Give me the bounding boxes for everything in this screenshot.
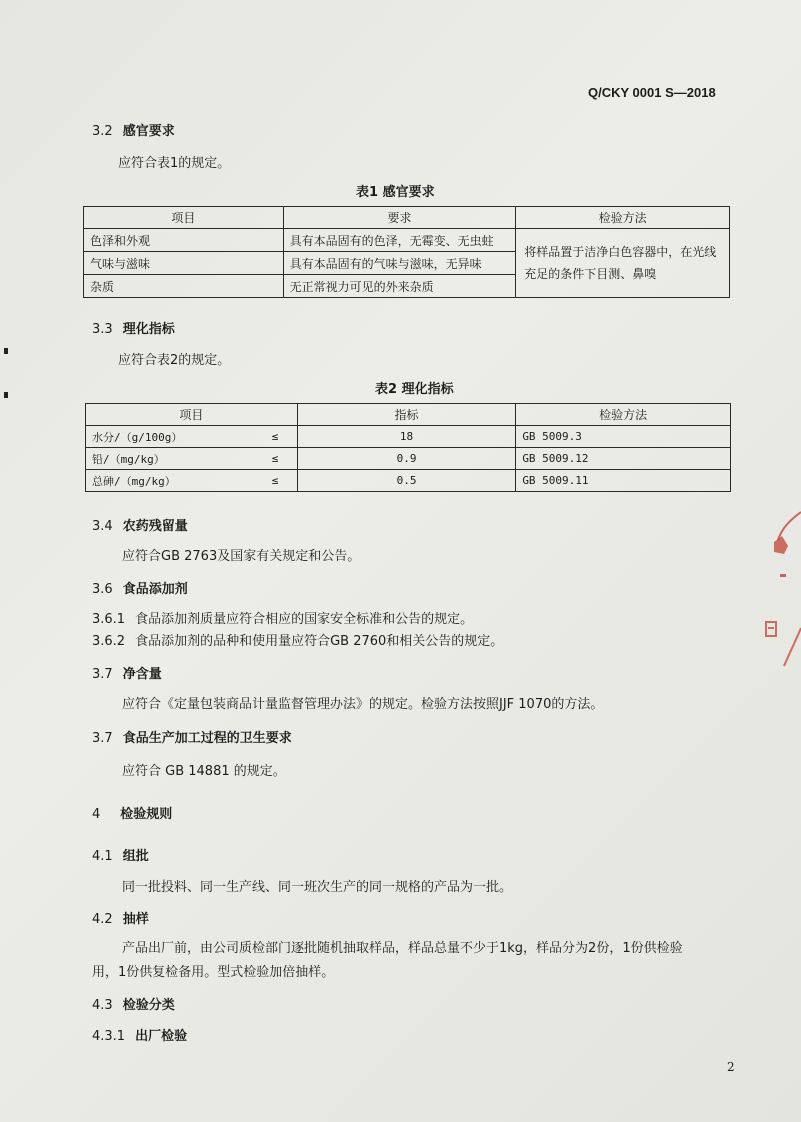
table-cell-operator: ≤: [253, 426, 297, 448]
table-header-row: [84, 207, 730, 229]
paragraph: 同一批投料、同一生产线、同一班次生产的同一规格的产品为一批。: [122, 880, 513, 895]
table-row: [86, 426, 731, 448]
section-heading-4-2: [92, 908, 149, 927]
table-cell-operator: ≤: [253, 448, 297, 470]
section-title: 抽样: [122, 912, 149, 927]
section-title: 食品添加剂: [122, 582, 188, 597]
section-number: 3.6: [92, 582, 113, 597]
section-heading-4-1: [92, 845, 149, 864]
section-heading-4-3: [92, 994, 175, 1013]
section-heading-4-3-1: [92, 1025, 187, 1044]
table-cell: 18: [297, 426, 516, 448]
table-row: [86, 470, 731, 492]
section-heading-3-7-hygiene: [92, 727, 292, 746]
column-header: 要求: [283, 207, 516, 229]
section-number: 3.2: [92, 124, 113, 139]
section-number: 4.3.1: [92, 1029, 126, 1044]
clause-number: 3.6.2: [92, 634, 126, 649]
table1: [83, 206, 730, 298]
page-number: 2: [727, 1060, 735, 1074]
margin-mark: [4, 392, 8, 398]
clause-3-6-1: [92, 608, 473, 627]
section-number: 4: [92, 807, 101, 822]
clause-3-6-2: [92, 630, 503, 649]
section-heading-4: [92, 803, 172, 822]
section-number: 3.4: [92, 519, 113, 534]
section-heading-3-6: [92, 578, 188, 597]
table-header-row: [86, 404, 731, 426]
section-title: 食品生产加工过程的卫生要求: [122, 731, 292, 746]
table-cell: 杂质: [84, 275, 284, 298]
section-number: 3.3: [92, 322, 113, 337]
table2-caption: 表2 理化指标: [375, 382, 454, 397]
table1-caption: 表1 感官要求: [356, 185, 435, 200]
section-title: 检验规则: [120, 807, 173, 822]
section-title: 组批: [122, 849, 149, 864]
document-code: Q/CKY 0001 S—2018: [588, 85, 716, 100]
section-title: 理化指标: [122, 322, 175, 337]
table-cell: 水分/（g/100g）: [86, 426, 254, 448]
paragraph-line: 用，1份供复检备用。型式检验加倍抽样。: [92, 965, 335, 980]
section-title: 感官要求: [122, 124, 175, 139]
section-heading-3-3: [92, 318, 175, 337]
section-number: 3.7: [92, 667, 113, 682]
table-cell: GB 5009.11: [516, 470, 731, 492]
column-header: 指标: [297, 404, 516, 426]
section-number: 4.3: [92, 998, 113, 1013]
table-cell: 0.5: [297, 470, 516, 492]
column-header: 检验方法: [516, 207, 730, 229]
section-title: 出厂检验: [135, 1029, 188, 1044]
clause-number: 3.6.1: [92, 612, 126, 627]
clause-text: 食品添加剂质量应符合相应的国家安全标准和公告的规定。: [135, 612, 474, 627]
paragraph: 应符合 GB 14881 的规定。: [122, 764, 286, 779]
paragraph: 应符合表2的规定。: [118, 353, 231, 368]
section-title: 农药残留量: [122, 519, 188, 534]
table-cell: GB 5009.3: [516, 426, 731, 448]
table-cell-operator: ≤: [253, 470, 297, 492]
table-cell: 铅/（mg/kg）: [86, 448, 254, 470]
section-number: 4.2: [92, 912, 113, 927]
paragraph-line: 产品出厂前，由公司质检部门逐批随机抽取样品，样品总量不少于1kg，样品分为2份，1份供检验: [122, 941, 683, 956]
table-cell: 总砷/（mg/kg）: [86, 470, 254, 492]
table-cell: 具有本品固有的色泽，无霉变、无虫蛀: [283, 229, 516, 252]
table-cell: GB 5009.12: [516, 448, 731, 470]
section-heading-3-4: [92, 515, 188, 534]
column-header: 项目: [86, 404, 298, 426]
column-header: 项目: [84, 207, 284, 229]
table-cell: 无正常视力可见的外来杂质: [283, 275, 516, 298]
section-heading-3-7-net-content: [92, 663, 162, 682]
paragraph: 应符合《定量包装商品计量监督管理办法》的规定。检验方法按照JJF 1070的方法。: [122, 697, 604, 712]
table-cell: 气味与滋味: [84, 252, 284, 275]
clause-text: 食品添加剂的品种和使用量应符合GB 2760和相关公告的规定。: [135, 634, 504, 649]
table-cell-method: 将样品置于洁净白色容器中，在光线充足的条件下目测、鼻嗅: [516, 229, 730, 298]
paragraph: 应符合表1的规定。: [118, 156, 231, 171]
column-header: 检验方法: [516, 404, 731, 426]
paragraph: 应符合GB 2763及国家有关规定和公告。: [122, 549, 361, 564]
table-row: [86, 448, 731, 470]
section-number: 3.7: [92, 731, 113, 746]
margin-mark: [4, 348, 8, 354]
red-seal-stamp: [760, 510, 801, 680]
table-cell: 0.9: [297, 448, 516, 470]
section-heading-3-2: [92, 120, 175, 139]
table2: [85, 403, 731, 492]
section-title: 净含量: [122, 667, 162, 682]
table-cell: 色泽和外观: [84, 229, 284, 252]
section-number: 4.1: [92, 849, 113, 864]
table-cell: 具有本品固有的气味与滋味，无异味: [283, 252, 516, 275]
section-title: 检验分类: [122, 998, 175, 1013]
table-row: [84, 229, 730, 252]
